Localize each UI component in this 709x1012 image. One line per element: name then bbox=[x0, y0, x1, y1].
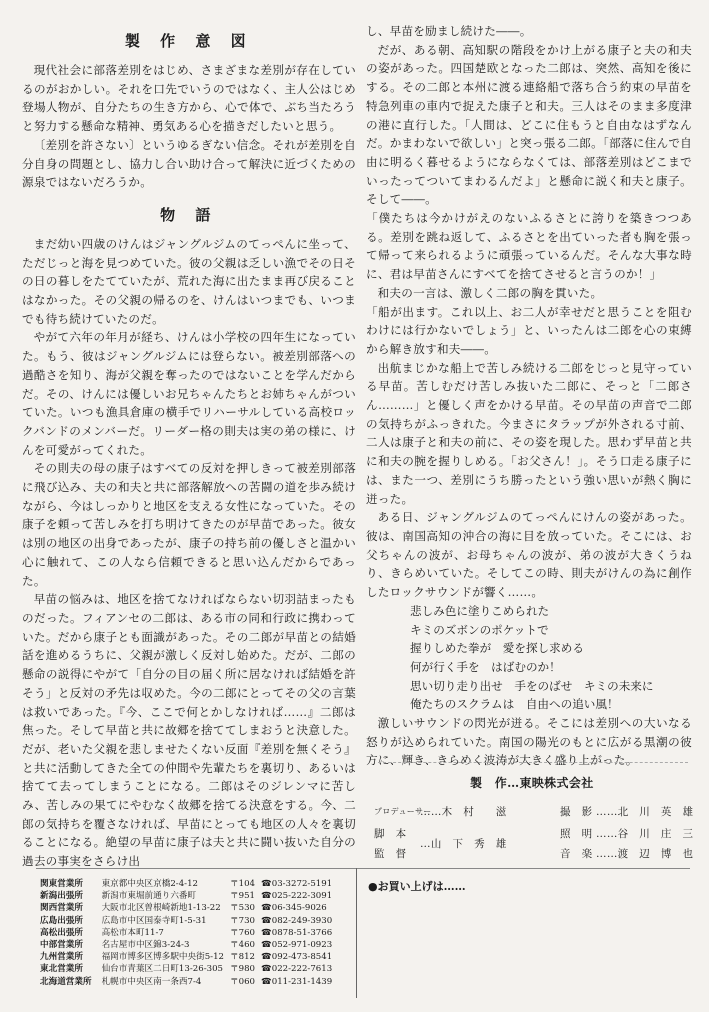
lyric-line: 思い切り走り出せ 手をのばせ キミの未来に bbox=[410, 678, 654, 693]
office-tel: ☎03-3272-5191 bbox=[261, 879, 333, 889]
credit-role-lighting: 照 明 bbox=[560, 828, 593, 840]
story-quote-1: 「僕たちは今かけがえのないふるさとに誇りを築きつつある。差別を跳ね返して、ふるさとを出ていった者も胸を張って帰って来られるように頑張っているんだ。そんな大事な時に、君は早苗さんにすべてを捨てさせると言うのか！」 bbox=[366, 211, 692, 282]
office-row bbox=[40, 915, 338, 927]
office-zip: 〒760 bbox=[230, 927, 256, 938]
story-continuation: し、早苗を励まし続けた――。 bbox=[366, 24, 532, 38]
intent-paragraph-2: 〔差別を許さない〕というゆるぎない信念。それが差別を自分自身の問題とし、協力し合い助け合って解決に近づくための源泉ではないだろうか。 bbox=[22, 137, 356, 190]
office-row bbox=[40, 951, 338, 963]
lyric-line: 俺たちのスクラムは 自由への追い風！ bbox=[410, 697, 619, 712]
credit-role-camera: 撮 影 bbox=[560, 806, 593, 818]
office-name: 九州営業所 bbox=[40, 952, 83, 963]
office-row bbox=[40, 939, 338, 951]
office-name: 広島出張所 bbox=[40, 915, 83, 926]
office-address: 名古屋市中区錦3-24-3 bbox=[101, 940, 190, 951]
credit-role-director: 監 督 bbox=[374, 848, 407, 860]
lyric-line: キミのズボンのポケットで bbox=[410, 622, 549, 637]
office-name: 関西営業所 bbox=[40, 903, 83, 914]
office-zip: 〒460 bbox=[230, 940, 256, 951]
office-address: 札幌市中央区南一条西7-4 bbox=[101, 976, 202, 987]
office-tel: ☎06-345-9026 bbox=[261, 903, 327, 914]
office-name: 東北営業所 bbox=[40, 964, 83, 975]
office-tel: ☎082-249-3930 bbox=[261, 915, 333, 926]
credit-name-lighting: ……谷 川 庄 三 bbox=[596, 828, 694, 840]
story-quote-2: 「船が出ます。これ以上、お二人が幸せだと思うことを阻むわけには行かないでしょう」と、いったんは二郎を心の束縛から解き放す和夫――。 bbox=[366, 304, 692, 356]
office-tel: ☎092-473-8541 bbox=[261, 952, 333, 963]
left-column bbox=[22, 0, 356, 871]
office-zip: 〒060 bbox=[230, 976, 256, 987]
office-tel: ☎022-222-7613 bbox=[261, 964, 333, 975]
office-name: 高松出張所 bbox=[40, 927, 83, 938]
office-row bbox=[40, 963, 338, 975]
story-title: 物 語 bbox=[160, 205, 218, 224]
office-address: 福岡市博多区博多駅中央街5-12 bbox=[101, 952, 225, 963]
story-paragraph-7: 出航まじかな船上で苦しみ続ける二郎をじっと見守っている早苗。苦しむだけ苦しみ抜いた二郎に、そっと「二郎さん………」と優しく声をかける早苗。その早苗の声音で二郎の気持ちがふっきれた。今まさにタラップが外される寸前、二人は康子と和夫の前に、その姿を現した。思わず早苗と共に和夫の腕を握りしめる。「お父さん！」。そう口走る康子には、また一つ、差別にうち勝ったという強い思いが熱く胸に迸った。 bbox=[366, 360, 692, 506]
office-name: 新潟出張所 bbox=[40, 891, 83, 902]
office-name: 関東営業所 bbox=[40, 879, 83, 889]
credit-name-producer: ……木 村 滋 bbox=[420, 806, 507, 818]
office-tel: ☎0878-51-3766 bbox=[261, 927, 333, 938]
production-company: 製 作…東映株式会社 bbox=[470, 776, 594, 790]
footer-divider bbox=[36, 868, 690, 869]
credit-role-writer: 脚 本 bbox=[374, 828, 407, 840]
story-paragraph-3: その則夫の母の康子はすべての反対を押しきって被差別部落に飛び込み、夫の和夫と共に部落解放への苦闘の道を歩み続けながら、今はしっかりと地区を支える女性になっていた。その康子を頼って苦しみを打ち明けてきたのが早苗であった。彼女は別の地区の出身であったが、康子の持ち前の優しさと温かい心に触れて、この人なら信頼できると思い込んだからであった。 bbox=[22, 461, 356, 588]
office-row bbox=[40, 927, 338, 939]
office-tel: ☎025-222-3091 bbox=[261, 891, 333, 902]
credits-divider bbox=[378, 762, 688, 763]
office-zip: 〒951 bbox=[230, 891, 256, 902]
office-tel: ☎052-971-0923 bbox=[261, 940, 333, 951]
office-address: 新潟市東堀前通り六番町 bbox=[101, 891, 197, 902]
credit-name-music: ……渡 辺 博 也 bbox=[596, 848, 694, 860]
office-row bbox=[40, 976, 338, 988]
office-zip: 〒812 bbox=[230, 952, 256, 963]
credit-role-producer: プロデューサー bbox=[374, 807, 432, 816]
office-name: 北海道営業所 bbox=[40, 976, 92, 987]
footer-column-divider bbox=[356, 868, 357, 998]
lyric-line: 握りしめた拳が 愛を探し求める bbox=[410, 641, 584, 656]
intent-paragraph-1: 現代社会に部落差別をはじめ、さまざまな差別が存在しているのがおかしい。それを口先でいうのではなく、主人公はじめ登場人物が、自分たちの生き方から、心で体で、ぶち当たろうと努力する懸命な精神、勇気ある心を描きだしたいと思う。 bbox=[22, 63, 356, 134]
intent-title: 製 作 意 図 bbox=[124, 32, 254, 50]
credit-role-music: 音 楽 bbox=[560, 848, 593, 860]
song-lyrics bbox=[366, 602, 692, 714]
office-zip: 〒530 bbox=[230, 903, 256, 914]
office-address: 広島市中区国泰寺町1-5-31 bbox=[101, 915, 207, 926]
story-paragraph-1: まだ幼い四歳のけんはジャングルジムのてっぺんに坐って、ただじっと海を見つめていた。彼の父親は乏しい漁でその日その日の暮しをたてていたが、荒れた海に出たまま再び戻ることはなかった。その父親の帰るのを、けんはいつまでも、いつまでも待ち続けていたのだ。 bbox=[22, 236, 356, 326]
office-zip: 〒980 bbox=[230, 964, 256, 975]
story-paragraph-8: ある日、ジャングルジムのてっぺんにけんの姿があった。彼は、南国高知の沖合の海に目を放っていた。そこには、お父ちゃんの波が、お母ちゃんの波が、弟の波が大きくうねり、きらめいていた。そしてこの時、則夫がけんの為に創作したロックサウンドが響く……。 bbox=[366, 510, 692, 600]
office-name: 中部営業所 bbox=[40, 940, 83, 951]
office-address: 仙台市青葉区二日町13-26-305 bbox=[101, 964, 224, 975]
office-row bbox=[40, 902, 338, 914]
office-row bbox=[40, 890, 338, 902]
story-paragraph-2: やがて六年の年月が経ち、けんは小学校の四年生になっていた。もう、彼はジャングルジムには登らない。被差別部落への過酷さを知り、海が父親を奪ったのではないことを学んだからだ。その、けんには優しいお兄ちゃんたちとお姉ちゃんがついていた。いつも漁具倉庫の横手でリハーサルしている高校ロックバンドのメンバーだ。リーダー格の則夫は実の弟の様に、けんを可愛がってくれた。 bbox=[22, 330, 356, 457]
story-paragraph-5: だが、ある朝、高知駅の階段をかけ上がる康子と夫の和夫の姿があった。四国楚欧となった二郎は、突然、高知を後にする。その二郎と本州に渡る連絡船で落ち合う約束の早苗を特急列車の車内で捉えた康子と和夫。三人はそのまま多度津の港に直行した。「人間は、どこに住もうと自由なはずなんだ。かまわないで欲しい」と突っ張る二郎。「部落に住んで自由に明るく暮せるようにならなくては、部落差別はどこまでいったってついてまわるんだよ」と懸命に説く和夫と康子。そして――。 bbox=[366, 42, 692, 207]
office-row bbox=[40, 878, 338, 890]
lyric-line: 何が行く手を はばむのか！ bbox=[410, 659, 561, 674]
office-address: 東京都中央区京橋2-4-12 bbox=[101, 879, 199, 889]
office-address: 高松市本町11-7 bbox=[101, 927, 164, 938]
story-paragraph-6: 和夫の一言は、激しく二郎の胸を貫いた。 bbox=[377, 285, 603, 300]
office-list bbox=[40, 878, 338, 988]
lyric-line: 悲しみ色に塗りこめられた bbox=[410, 603, 550, 618]
story-paragraph-9: 激しいサウンドの閃光が迸る。そこには差別への大いなる怒りが込められていた。南国の陽光のもとに広がる黒潮の彼方に、輝き、きらめく波涛が大きく盛り上がった。 bbox=[366, 716, 692, 768]
credit-name-writer-director: …山 下 秀 雄 bbox=[420, 838, 507, 850]
purchase-note: ●お買い上げは…… bbox=[368, 880, 466, 893]
office-zip: 〒730 bbox=[230, 915, 256, 926]
credit-name-camera: ……北 川 英 雄 bbox=[596, 806, 694, 818]
office-tel: ☎011-231-1439 bbox=[261, 976, 333, 987]
office-address: 大阪市北区曽根崎新地1-13-22 bbox=[101, 903, 221, 914]
right-column bbox=[366, 22, 692, 770]
office-zip: 〒104 bbox=[230, 879, 256, 889]
story-paragraph-4: 早苗の悩みは、地区を捨てなければならない切羽詰まったものだった。フィアンセの二郎は、ある市の同和行政に携わっていた。だから康子とも面識があった。その二郎が早苗との結婚話を進めるうちに、父親が激しく反対し始めた。だが、二郎の懸命の説得にやがて「自分の目の届く所に居なければ結婚を許そう」と反対の矛先は収めた。今の二郎にとってその父の言葉は救いであった。『今、ここで何とかしなければ……』二郎は焦った。そして早苗と共に故郷を捨ててしまおうと決意した。だが、老いた父親を悲しませたくない反面『差別を無くそう』と共に活動してきた全ての仲間や先輩たちを裏切り、あるいは捨てて去ってしまうことになる。二郎はそのジレンマに苦しみ、苦しみの果てにやむなく故郷を捨てる決意をする。今、二郎の気持ちを覆さなければ、早苗にとっても地区の人々を裏切ることになる。絶望の早苗に康子は夫と共に闘い抜いた自分の過去の事実をさらけ出 bbox=[22, 592, 356, 869]
